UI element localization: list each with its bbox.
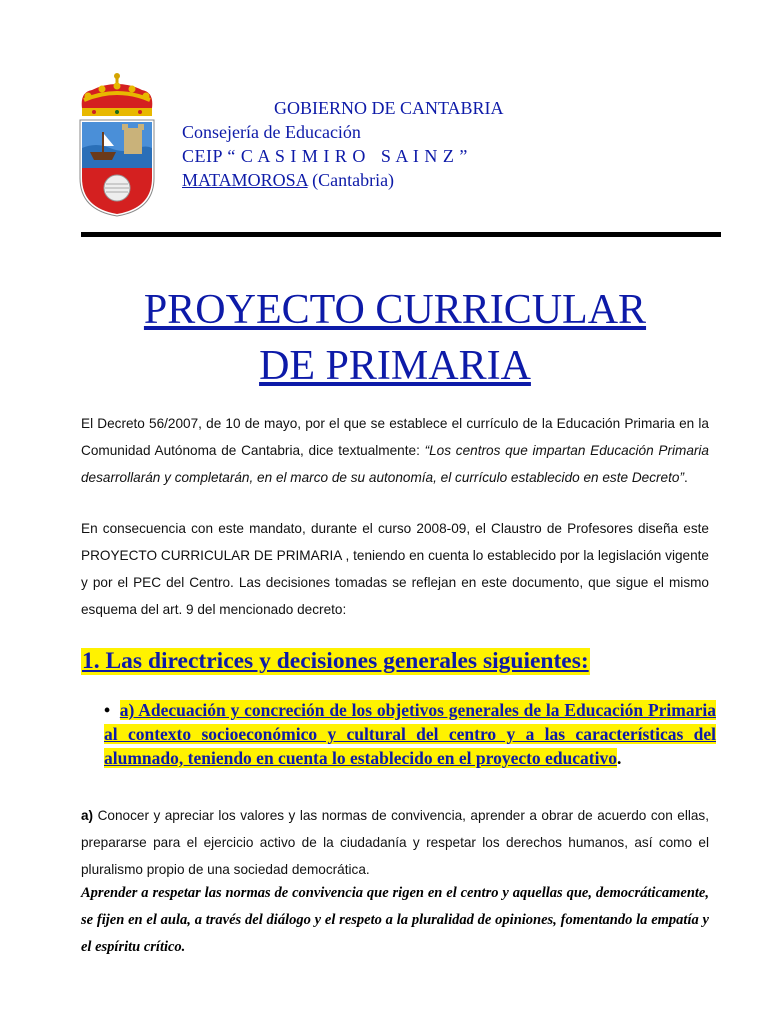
- intro-paragraph-2: En consecuencia con este mandato, durante el curso 2008-09, el Claustro de Profesores diseña este PROYECTO CURRICULAR DE PRIMARIA , teniendo en cuenta lo establecido por la legislación vigente y por el PEC del Centro. Las decisiones tomadas se reflejan en este documento, que sigue el mismo esquema del art. 9 del mencionado decreto:: [81, 521, 709, 617]
- region-text: (Cantabria): [312, 170, 395, 190]
- decree-quote: “Los centros que impartan Educación Primaria desarrollarán y completarán, en el marco de su autonomía, el currículo establecido en este Decreto”: [81, 443, 709, 485]
- localidad-text: MATAMOROSA: [182, 170, 308, 190]
- cantabria-coat-of-arms-icon: [76, 70, 158, 218]
- ceip-name: CEIP “ C A S I M I R O S A I N Z ”: [182, 146, 468, 166]
- section-1-bullet: [104, 698, 716, 770]
- document-header: [0, 0, 768, 240]
- ceip-heading: [182, 146, 468, 167]
- header-divider: [81, 232, 721, 237]
- objective-text: Conocer y apreciar los valores y las normas de convivencia, aprender a obrar de acuerdo con ellas, prepararse para el ejercicio activo de la ciudadanía y respetar los derechos humanos, así como el pluralismo propio de una sociedad democrática.: [81, 808, 709, 877]
- bullet-text: a) Adecuación y concreción de los objetivos generales de la Educación Primaria al contexto socioeconómico y cultural del centro y a las características del alumnado, teniendo en cuenta lo establecido en el proyecto educativo: [104, 700, 716, 768]
- bullet-end: .: [617, 748, 622, 768]
- intro-end: .: [683, 470, 688, 485]
- objective-label: a): [81, 808, 94, 823]
- location-heading: [182, 170, 394, 191]
- page-title: PROYECTO CURRICULAR DE PRIMARIA: [143, 287, 647, 389]
- emphasis-paragraph: Aprender a respetar las normas de convivencia que rigen en el centro y aquellas que, democráticamente, se fijen en el aula, a través del diálogo y el respeto a la pluralidad de opiniones, fomentando la empatía y el espíritu crítico.: [81, 885, 709, 955]
- objective-paragraph: [81, 802, 709, 883]
- gobierno-heading: GOBIERNO DE CANTABRIA: [274, 98, 504, 118]
- section-1-heading: 1. Las directrices y decisiones generales siguientes:: [82, 648, 589, 674]
- consejeria-heading: Consejería de Educación: [182, 122, 361, 142]
- intro-paragraph-1: [81, 410, 709, 491]
- bullet-dot-icon: •: [104, 700, 120, 720]
- intro-text: El Decreto 56/2007, de 10 de mayo, por el que se establece el currículo de la Educación Primaria en la Comunidad Autónoma de Cantabria, dice textualmente:: [81, 416, 709, 458]
